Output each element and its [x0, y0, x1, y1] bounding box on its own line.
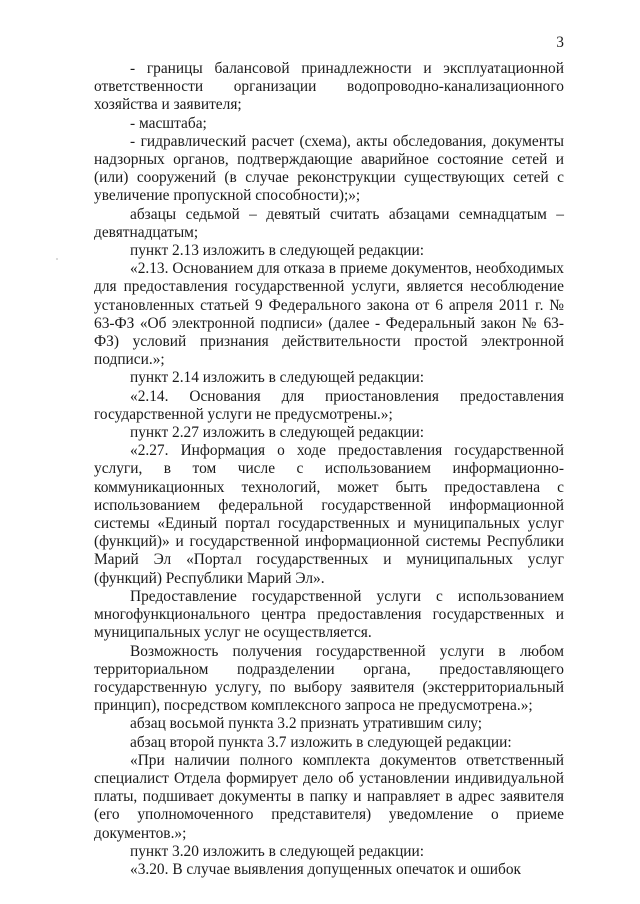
paragraph: Предоставление государственной услуги с использованием многофункционального центра предоставления государственных и муниципальных услуг не осуществляется. — [94, 587, 564, 642]
paragraph: - масштаба; — [130, 114, 207, 132]
page-number: 3 — [556, 34, 564, 51]
scan-speck — [56, 258, 58, 260]
paragraph: пункт 2.13 изложить в следующей редакции: — [130, 242, 425, 260]
paragraph: абзац восьмой пункта 3.2 признать утратившим силу; — [130, 715, 483, 733]
paragraph: Возможность получения государственной услуги в любом территориальном подразделении органа, предоставляющего государственную услугу, по выбору заявителя (экстерриториальный принцип), посредством комплексного запроса не предусмотрена.»; — [94, 642, 564, 715]
paragraph: пункт 2.27 изложить в следующей редакции: — [130, 424, 425, 442]
paragraph: пункт 2.14 изложить в следующей редакции: — [130, 369, 425, 387]
paragraph: пункт 3.20 изложить в следующей редакции: — [130, 842, 425, 860]
paragraph: абзацы седьмой – девятый считать абзацами семнадцатым – девятнадцатым; — [94, 205, 564, 241]
paragraph: абзац второй пункта 3.7 изложить в следующей редакции: — [130, 733, 512, 751]
paragraph: - гидравлический расчет (схема), акты обследования, документы надзорных органов, подтверждающие аварийное состояние сетей и (или) сооружений (в случае реконструкции существующих сетей с увеличение пропускной способности);»; — [94, 132, 564, 205]
paragraph: - границы балансовой принадлежности и эксплуатационной ответственности организации водопроводно-канализационного хозяйства и заявителя; — [94, 60, 564, 114]
paragraph: «3.20. В случае выявления допущенных опечаток и ошибок — [130, 860, 522, 878]
paragraph: «2.27. Информация о ходе предоставления государственной услуги, в том числе с использованием информационно-коммуникационных технологий, может быть предоставлена с использованием федеральной государственной информационной системы «Единый портал государственных и муниципальных услуг (функций)» и государственной информационной системы Республики Марий Эл «Портал государственных и муниципальных услуг (функций) Республики Марий Эл». — [94, 442, 564, 587]
paragraph: «2.14. Основания для приостановления предоставления государственной услуги не предусмотрены.»; — [94, 387, 564, 423]
paragraph: «2.13. Основанием для отказа в приеме документов, необходимых для предоставления государственной услуги, является несоблюдение установленных статьей 9 Федерального закона от 6 апреля 2011 г. № 63-ФЗ «Об электронной подписи» (далее - Федеральный закон № 63-ФЗ) условий признания действительности простой электронной подписи.»; — [94, 260, 564, 369]
paragraph: «При наличии полного комплекта документов ответственный специалист Отдела формирует дело об установлении индивидуальной платы, подшивает документы в папку и направляет в адрес заявителя (его уполномоченного представителя) уведомление о приеме документов.»; — [94, 751, 564, 842]
document-body — [94, 60, 564, 879]
